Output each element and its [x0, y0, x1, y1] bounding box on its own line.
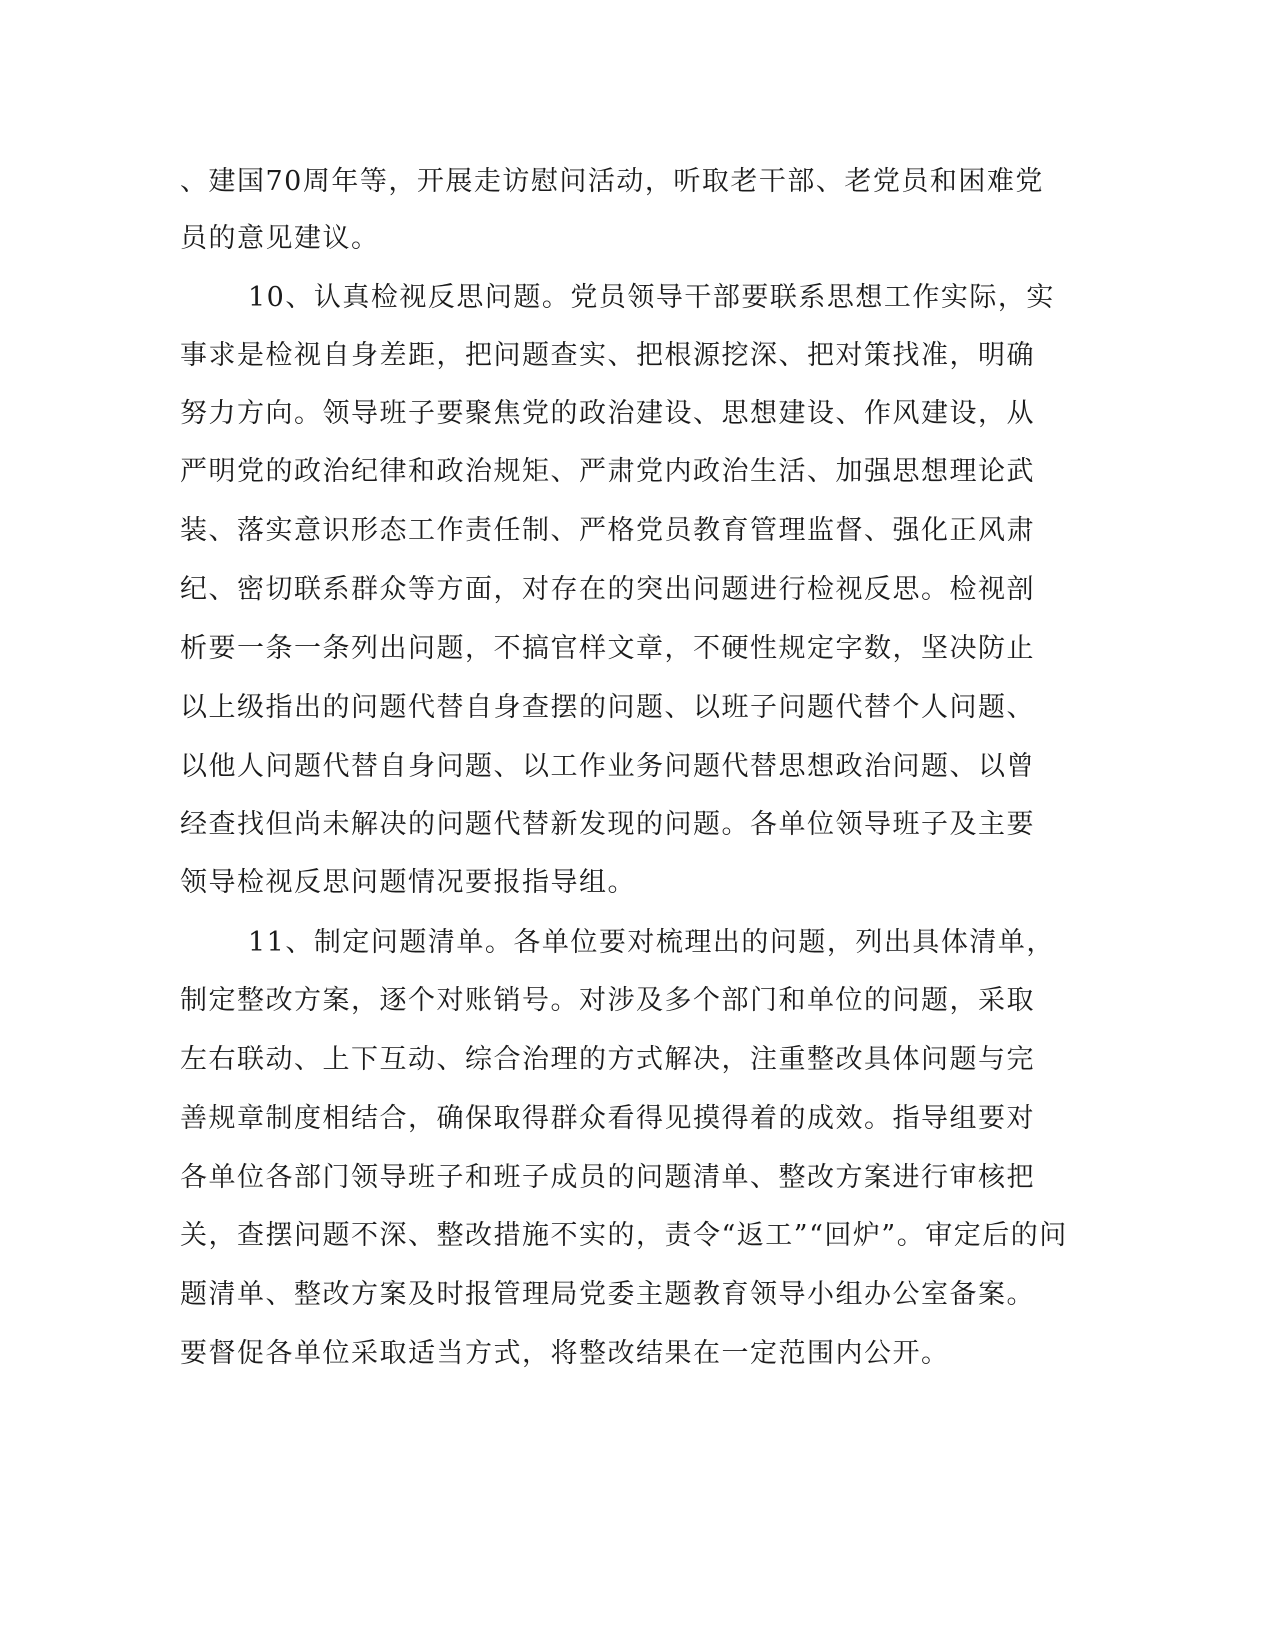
text-line: 关，查摆问题不深、整改措施不实的，责令“返工”“回炉”。审定后的问: [180, 1220, 1068, 1251]
text-line: 装、落实意识形态工作责任制、严格党员教育管理监督、强化正风肃: [180, 515, 1035, 546]
text-line: 纪、密切联系群众等方面，对存在的突出问题进行检视反思。检视剖: [180, 574, 1035, 605]
text-line: 题清单、整改方案及时报管理局党委主题教育领导小组办公室备案。: [180, 1279, 1035, 1310]
text-line: 事求是检视自身差距，把问题查实、把根源挖深、把对策找准，明确: [180, 340, 1035, 371]
text-line: 以他人问题代替自身问题、以工作业务问题代替思想政治问题、以曾: [180, 751, 1035, 782]
text-line: 各单位各部门领导班子和班子成员的问题清单、整改方案进行审核把: [180, 1162, 1035, 1193]
text-line: 、建国70周年等，开展走访慰问活动，听取老干部、老党员和困难党: [180, 166, 1044, 197]
text-line: 员的意见建议。: [180, 223, 380, 254]
text-line: 要督促各单位采取适当方式，将整改结果在一定范围内公开。: [180, 1338, 950, 1369]
text-line: 以上级指出的问题代替自身查摆的问题、以班子问题代替个人问题、: [180, 692, 1035, 723]
text-line: 严明党的政治纪律和政治规矩、严肃党内政治生活、加强思想理论武: [180, 456, 1035, 487]
paragraph-10-start: 10、认真检视反思问题。党员领导干部要联系思想工作实际，实: [248, 282, 1055, 313]
text-line: 析要一条一条列出问题，不搞官样文章，不硬性规定字数，坚决防止: [180, 633, 1035, 664]
text-line: 经查找但尚未解决的问题代替新发现的问题。各单位领导班子及主要: [180, 809, 1035, 840]
text-line: 善规章制度相结合，确保取得群众看得见摸得着的成效。指导组要对: [180, 1103, 1035, 1134]
text-line: 左右联动、上下互动、综合治理的方式解决，注重整改具体问题与完: [180, 1044, 1035, 1075]
text-line: 努力方向。领导班子要聚焦党的政治建设、思想建设、作风建设，从: [180, 398, 1035, 429]
text-line: 领导检视反思问题情况要报指导组。: [180, 867, 636, 898]
text-line: 制定整改方案，逐个对账销号。对涉及多个部门和单位的问题，采取: [180, 985, 1035, 1016]
paragraph-11-start: 11、制定问题清单。各单位要对梳理出的问题，列出具体清单，: [248, 927, 1055, 958]
